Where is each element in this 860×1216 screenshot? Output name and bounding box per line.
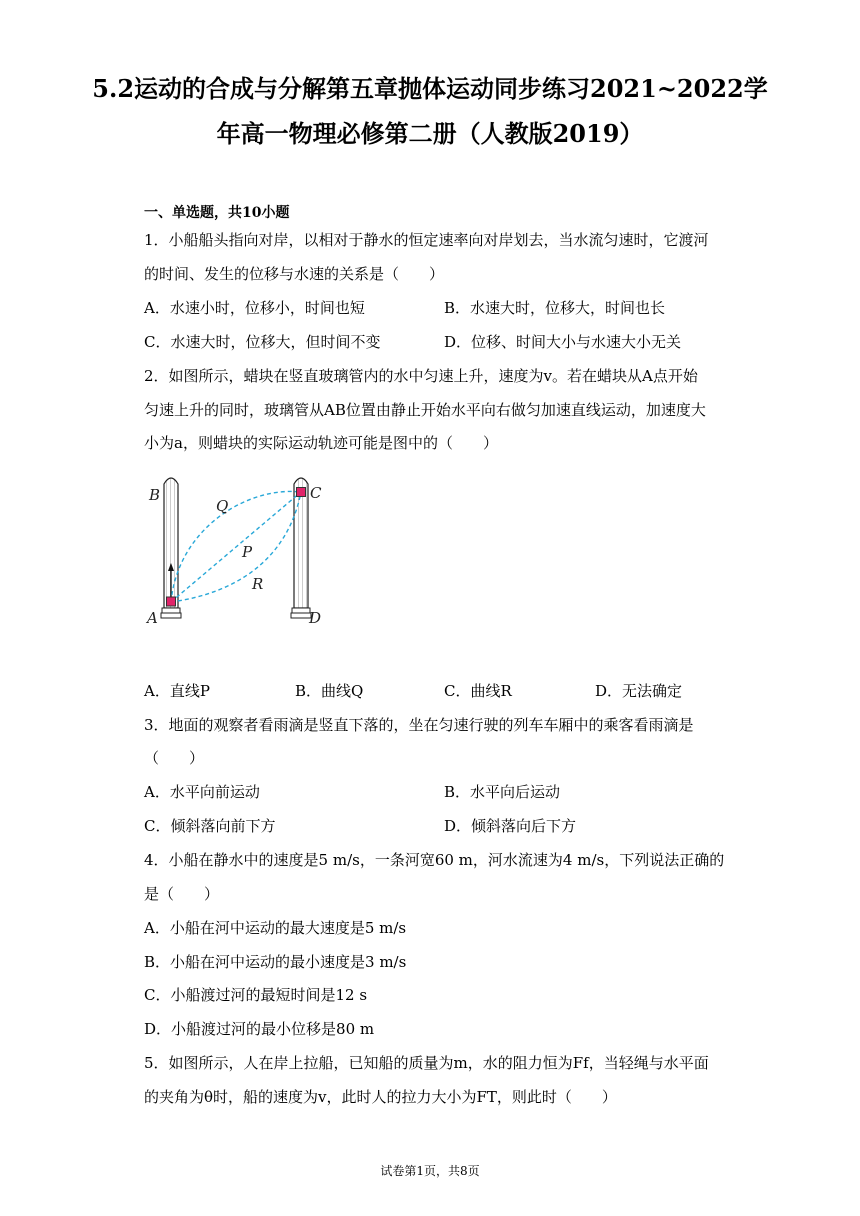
q2-option-b[interactable]: B．曲线Q xyxy=(295,682,364,700)
q1-stem-line-1: 1．小船船头指向对岸，以相对于静水的恒定速率向对岸划去，当水流匀速时，它渡河 xyxy=(144,231,709,249)
q1-option-c[interactable]: C．水速大时，位移大，但时间不变 xyxy=(144,333,381,351)
q5-stem-line-1: 5．如图所示，人在岸上拉船，已知船的质量为m，水的阻力恒为Ff，当轻绳与水平面 xyxy=(144,1054,709,1072)
q2-stem-line-1: 2．如图所示，蜡块在竖直玻璃管内的水中匀速上升，速度为v。若在蜡块从A点开始 xyxy=(144,367,698,385)
label-q: Q xyxy=(216,497,229,515)
q4-option-c[interactable]: C．小船渡过河的最短时间是12 s xyxy=(144,986,368,1004)
q4-stem-line-2: 是（ ） xyxy=(144,885,220,903)
label-b: B xyxy=(149,486,161,504)
label-p: P xyxy=(242,543,253,561)
label-c: C xyxy=(310,484,322,502)
q1-option-b[interactable]: B．水速大时，位移大，时间也长 xyxy=(444,299,666,317)
q3-option-a[interactable]: A．水平向前运动 xyxy=(144,783,260,801)
label-d: D xyxy=(309,609,322,627)
q2-stem-line-2: 匀速上升的同时，玻璃管从AB位置由静止开始水平向右做匀加速直线运动，加速度大 xyxy=(144,401,706,419)
q2-option-c[interactable]: C．曲线R xyxy=(444,682,512,700)
wax-block-at-a xyxy=(167,597,176,606)
document-title-line-2: 年高一物理必修第二册（人教版2019） xyxy=(216,119,644,148)
q4-option-a[interactable]: A．小船在河中运动的最大速度是5 m/s xyxy=(144,919,407,937)
q1-option-a[interactable]: A．水速小时，位移小，时间也短 xyxy=(144,299,365,317)
q1-stem-line-2: 的时间、发生的位移与水速的关系是（ ） xyxy=(144,265,445,283)
q5-stem-line-2: 的夹角为θ时，船的速度为v，此时人的拉力大小为FT，则此时（ ） xyxy=(144,1088,617,1106)
q3-stem-line-2: （ ） xyxy=(144,749,205,767)
q2-option-a[interactable]: A．直线P xyxy=(144,682,210,700)
page-footer: 试卷第1页，共8页 xyxy=(380,1164,480,1178)
wax-block-at-c xyxy=(297,488,306,497)
q4-stem-line-1: 4．小船在静水中的速度是5 m/s，一条河宽60 m，河水流速为4 m/s，下列说法正确的 xyxy=(144,851,725,869)
q4-option-b[interactable]: B．小船在河中运动的最小速度是3 m/s xyxy=(144,953,407,971)
q2-stem-line-3: 小为a，则蜡块的实际运动轨迹可能是图中的（ ） xyxy=(144,434,498,452)
label-a: A xyxy=(147,609,158,627)
q3-option-c[interactable]: C．倾斜落向前下方 xyxy=(144,817,276,835)
q3-option-d[interactable]: D．倾斜落向后下方 xyxy=(444,817,577,835)
section-heading: 一、单选题，共10小题 xyxy=(144,205,290,221)
q3-option-b[interactable]: B．水平向后运动 xyxy=(444,783,561,801)
q4-option-d[interactable]: D．小船渡过河的最小位移是80 m xyxy=(144,1020,375,1038)
q2-option-d[interactable]: D．无法确定 xyxy=(595,682,683,700)
label-r: R xyxy=(252,575,264,593)
glass-tube-trajectory-figure xyxy=(138,468,338,633)
document-title-line-1: 5.2运动的合成与分解第五章抛体运动同步练习2021~2022学 xyxy=(92,74,768,103)
q1-option-d[interactable]: D．位移、时间大小与水速大小无关 xyxy=(444,333,682,351)
q3-stem-line-1: 3．地面的观察者看雨滴是竖直下落的，坐在匀速行驶的列车车厢中的乘客看雨滴是 xyxy=(144,716,694,734)
right-glass-tube xyxy=(291,478,311,618)
